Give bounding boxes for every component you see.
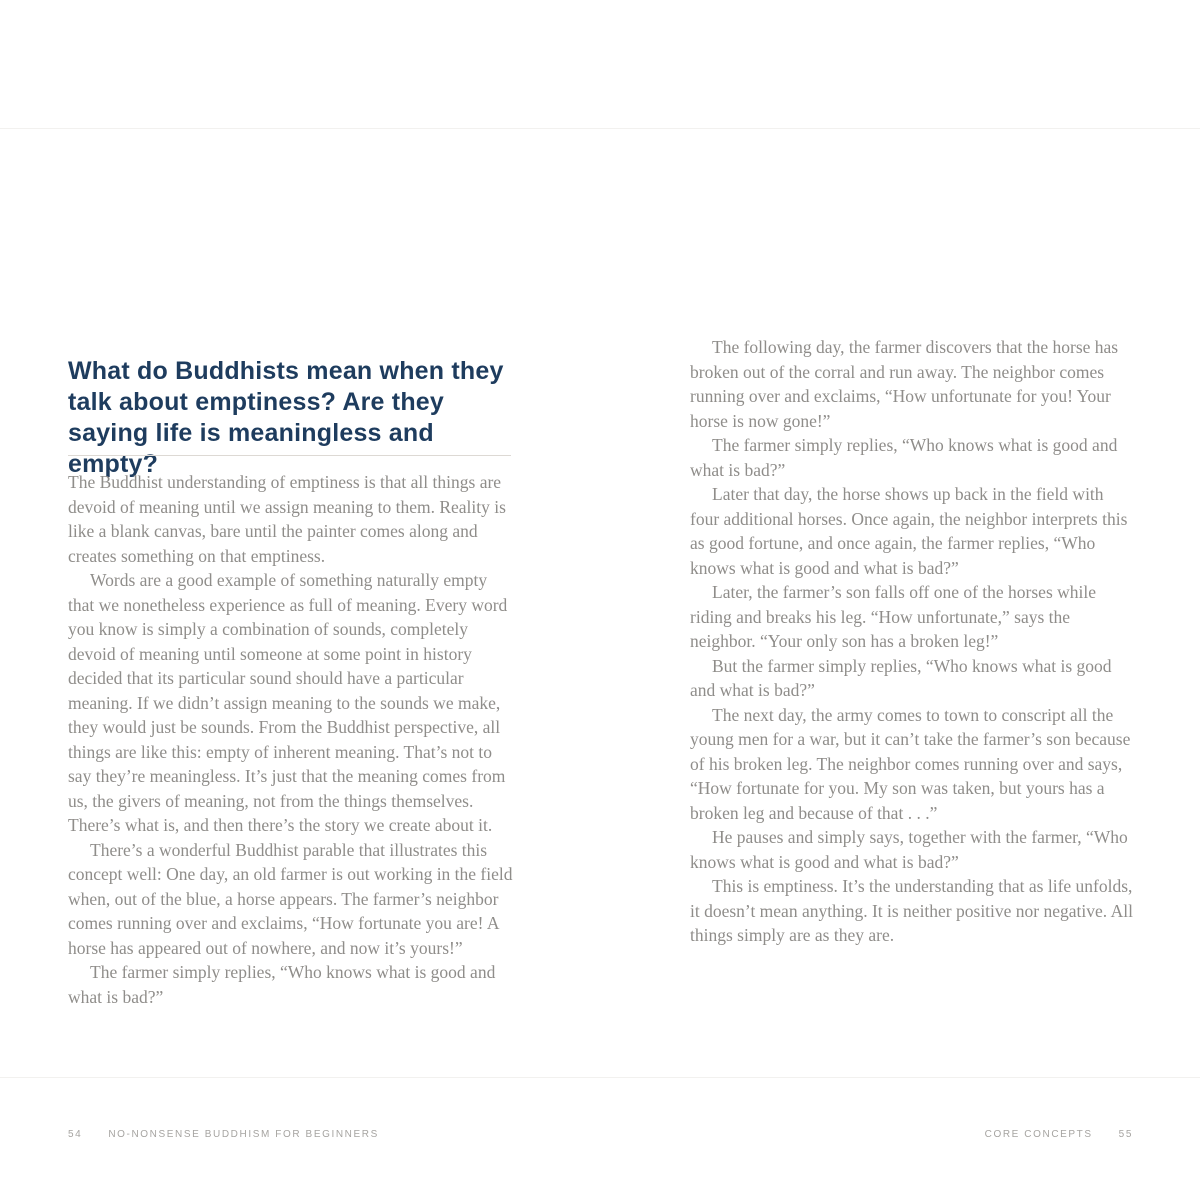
body-paragraph: The farmer simply replies, “Who knows what is good and what is bad?”: [68, 962, 496, 1007]
body-paragraph: There’s a wonderful Buddhist parable that illustrates this concept well: One day, an old farmer is out working in the field when, out of the blue, a horse appears. The farmer’s neighbor comes running over and exclaims, “How fortunate you are! A horse has appeared out of nowhere, and now it’s yours!”: [68, 839, 513, 958]
body-paragraph: But the farmer simply replies, “Who knows what is good and what is bad?”: [690, 655, 1112, 700]
body-paragraph: The following day, the farmer discovers that the horse has broken out of the corral and run away. The neighbor comes running over and exclaims, “How unfortunate for you! Your horse is now gone!”: [690, 337, 1119, 431]
left-page-number: 54: [68, 1129, 83, 1140]
right-page-footer: [690, 1129, 1133, 1140]
left-running-title: NO-NONSENSE BUDDHISM FOR BEGINNERS: [108, 1129, 379, 1140]
left-page-footer: [68, 1129, 511, 1140]
heading-rule: [68, 455, 511, 456]
body-paragraph: Words are a good example of something naturally empty that we nonetheless experience as full of meaning. Every word you know is simply a combination of sounds, completely devoid of meaning until someone at some point in history decided that its particular sound should have a particular meaning. If we didn’t assign meaning to the sounds we make, they would just be sounds. From the Buddhist perspective, all things are like this: empty of inherent meaning. That’s not to say they’re meaningless. It’s just that the meaning comes from us, the givers of meaning, not from the things themselves. There’s what is, and then there’s the story we create about it.: [68, 570, 508, 835]
body-paragraph: He pauses and simply says, together with the farmer, “Who knows what is good and what is bad?”: [690, 827, 1128, 872]
right-page-number: 55: [1118, 1129, 1133, 1140]
right-running-title: CORE CONCEPTS: [984, 1129, 1093, 1140]
right-page-body: [690, 335, 1137, 948]
page-spread: [0, 128, 1200, 1140]
body-paragraph: This is emptiness. It’s the understanding that as life unfolds, it doesn’t mean anything. It is neither positive nor negative. All things simply are as they are.: [690, 876, 1133, 945]
body-paragraph: The next day, the army comes to town to conscript all the young men for a war, but it can’t take the farmer’s son because of his broken leg. The neighbor comes running over and says, “How fortunate for you. My son was taken, but yours has a broken leg and because of that . . .”: [690, 704, 1131, 823]
question-heading: What do Buddhists mean when they talk about emptiness? Are they saying life is meaningless and empty?: [68, 356, 504, 478]
left-page-body: [68, 470, 515, 1009]
body-paragraph: The farmer simply replies, “Who knows what is good and what is bad?”: [690, 435, 1118, 480]
body-paragraph: Later that day, the horse shows up back in the field with four additional horses. Once again, the neighbor interprets this as good fortune, and once again, the farmer replies, “Who knows what is good and what is bad?”: [690, 484, 1128, 578]
body-paragraph: Later, the farmer’s son falls off one of the horses while riding and breaks his leg. “How unfortunate,” says the neighbor. “Your only son has a broken leg!”: [690, 582, 1097, 651]
body-paragraph: The Buddhist understanding of emptiness is that all things are devoid of meaning until we assign meaning to them. Reality is like a blank canvas, bare until the painter comes along and creates something on that emptiness.: [68, 472, 506, 566]
